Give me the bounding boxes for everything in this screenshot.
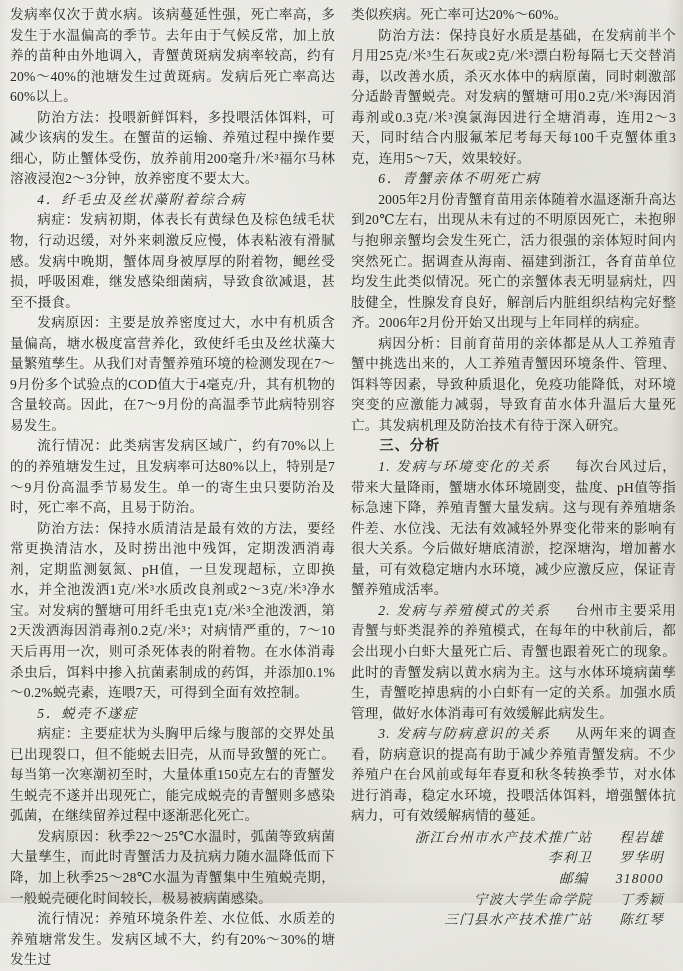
analysis-paragraph: 3. 发病与防病意识的关系 从两年来的调查看，防病意识的提高有助于减少养殖青蟹发病。不少养殖户在台风前或每年春夏和秋冬转换季节，对水体进行消毒，稳定水环境，投喂活体饵料，增强蟹体抗病力，可有效缓解病情的蔓延。	[351, 726, 676, 824]
paragraph: 防治方法：保持水质清洁是最有效的方法，要经常更换清洁水，及时捞出池中残饵，定期泼洒消毒剂，定期监测氨氮、pH值，一旦发现超标，立即换水，并全池泼洒1克/米³水质改良剂或2～3克/米³净水宝。对发病的蟹塘可用纤毛虫克1克/米³全池泼洒，第2天泼洒海因消毒剂0.2克/米³；对病情严重的，7～10天后再用一次，则可杀死体表的附着物。在水体消毒杀虫后，饵料中掺入抗菌素制成的药饵，并添加0.1%～0.2%蜕壳素，连喂7天，可得到全面有效控制。	[10, 520, 335, 701]
signature-line	[351, 869, 676, 890]
signature-left: 浙江台州市水产技术推广站	[414, 829, 593, 845]
section-heading: 5．蜕壳不遂症	[37, 705, 139, 721]
paragraph: 2005年2月份青蟹育苗用亲体随着水温逐渐升高达到20℃左右，出现从未有过的不明原因死亡，未抱卵与抱卵亲蟹均会发生死亡，活力很强的亲体短时间内突然死亡。据调查从海南、福建到浙江，各育苗单位均发生此类似情况。死亡的亲蟹体表无明显病灶，四肢健全，性腺发育良好，解剖后内脏组织结构完好整齐。2006年2月份开始又出现与上年同样的病症。	[351, 191, 676, 331]
paragraph: 病因分析：目前育苗用的亲体都是从人工养殖青蟹中挑选出来的，人工养殖青蟹因环境条件、管理、饵料等因素，导致种质退化，免疫功能降低，对环境突变的应激能力减弱，导致育苗水体升温后大量死亡。其发病机理及防治技术有待于深入研究。	[351, 335, 676, 433]
analysis-heading: 三、分析	[379, 438, 441, 455]
signature-right: 318000	[615, 870, 664, 886]
signature-left: 宁波大学生命学院	[473, 891, 593, 907]
signature-left: 三门县水产技术推广站	[444, 912, 593, 928]
paragraph: 病症：发病初期，体表长有黄绿色及棕色绒毛状物，行动迟缓，对外来刺激反应慢，体表粘液有滑腻感。发病中晚期，蟹体周身被厚厚的附着物，鳃丝受损，呼吸困难，继发感染细菌病，导致食欲减退，甚至不摄食。	[10, 212, 335, 310]
paragraph: 类似疾病。死亡率可达20%～60%。	[351, 7, 568, 22]
paragraph-lead: 1. 发病与环境变化的关系	[378, 459, 551, 475]
paragraph: 发病率仅次于黄水病。该病蔓延性强，死亡率高，多发生于水温偏高的季节。去年由于气候反常，加上放养的苗种由外地调入，青蟹黄斑病发病率较高，约有20%～40%的池塘发生过黄斑病。发病后死亡率高达60%以上。	[10, 7, 335, 105]
signature-line	[351, 848, 676, 869]
paragraph: 病症：主要症状为头胸甲后缘与腹部的交界处虽已出现裂口，但不能蜕去旧壳，从而导致蟹的死亡。每当第一次寒潮初至时，大量体重150克左右的青蟹发生蜕壳不遂并出现死亡，能完成蜕壳的青蟹则多感染弧菌，在继续留养过程中逐渐恶化死亡。	[10, 726, 335, 824]
signature-left: 李利卫	[547, 850, 593, 866]
paragraph-lead: 2. 发病与养殖模式的关系	[378, 602, 551, 618]
signature-line	[351, 890, 676, 911]
signature-left: 邮编	[559, 870, 589, 886]
analysis-paragraph: 1. 发病与环境变化的关系 每次台风过后，带来大量降雨，蟹塘水体环境剧变，盐度、pH值等指标急速下降，养殖青蟹大量发病。这与现有养殖塘条件差、水位浅、无法有效减轻外界变化带来的影响有很大关系。今后做好塘底清淤，挖深塘沟，增加蓄水量，可有效稳定塘内水环境，减少应激反应，保证青蟹养殖成活率。	[351, 459, 676, 598]
paragraph-lead: 3. 发病与防病意识的关系	[378, 726, 551, 742]
signature-line	[351, 828, 676, 849]
paragraph: 流行情况：此类病害发病区域广，约有70%以上的的养殖塘发生过，且发病率可达80%以上，特别是7～9月份高温季节易发生。单一的寄生虫只要防治及时，死亡率不高，且易于防治。	[10, 438, 335, 516]
signature-line	[351, 910, 676, 931]
paragraph: 发病原因：主要是放养密度过大，水中有机质含量偏高，塘水极度富营养化，致使纤毛虫及丝状藻大量繁殖孳生。从我们对青蟹养殖环境的检测发现在7～9月份多个试验点的COD值大于4毫克/升，其有机物的含量较高。因此，在7～9月份的高温季节此病特别容易发生。	[10, 315, 335, 433]
left-column	[10, 5, 335, 971]
right-column	[351, 5, 676, 971]
section-heading: 4．纤毛虫及丝状藻附着综合病	[37, 191, 246, 207]
section-heading: 6．青蟹亲体不明死亡病	[378, 171, 541, 187]
analysis-paragraph: 2. 发病与养殖模式的关系 台州市主要采用青蟹与虾类混养的养殖模式，在每年的中秋前后，都会出现小白虾大量死亡后、青蟹也跟着死亡的现象。此时的青蟹发病以黄水病为主。这与水体环境病菌孳生，青蟹吃掉患病的小白虾有一定的关系。加强水质管理，做好水体消毒可有效缓解此病发生。	[351, 602, 676, 721]
signature-right: 陈红琴	[619, 912, 664, 928]
signature-block	[351, 828, 676, 931]
paragraph: 防治方法：保持良好水质是基础，在发病前半个月用25克/米³生石灰或2克/米³漂白粉每隔七天交替消毒，以改善水质，杀灭水体中的病原菌，同时刺激部分适龄青蟹蜕壳。对发病的蟹塘可用0.2克/米³海因消毒剂或0.3克/米³溴氯海因进行全塘消毒，连用2～3天，同时结合内服氟苯尼考每天每100千克蟹体重3克，连用5～7天，效果较好。	[351, 27, 676, 166]
paragraph: 防治方法：投喂新鲜饵料，多投喂活体饵料，可减少该病的发生。在蟹苗的运输、养殖过程中操作要细心，防止蟹体受伤，放养前用200毫升/米³福尔马林溶液浸泡2～3分钟，放养密度不要太大。	[10, 109, 335, 187]
paragraph: 流行情况：养殖环境条件差、水位低、水质差的养殖塘常发生。发病区域不大，约有20%～30%的塘发生过	[10, 911, 335, 968]
signature-right: 罗华明	[619, 850, 664, 866]
paragraph: 发病原因：秋季22～25℃水温时，弧菌等致病菌大量孳生，而此时青蟹活力及抗病力随水温降低而下降，加上秋季25～28℃水温为青蟹集中生殖蜕壳期，一般蜕壳硬化时间较长，极易被病菌感染。	[10, 828, 335, 906]
signature-right: 丁秀颖	[619, 891, 664, 907]
signature-right: 程岩雄	[619, 829, 664, 845]
